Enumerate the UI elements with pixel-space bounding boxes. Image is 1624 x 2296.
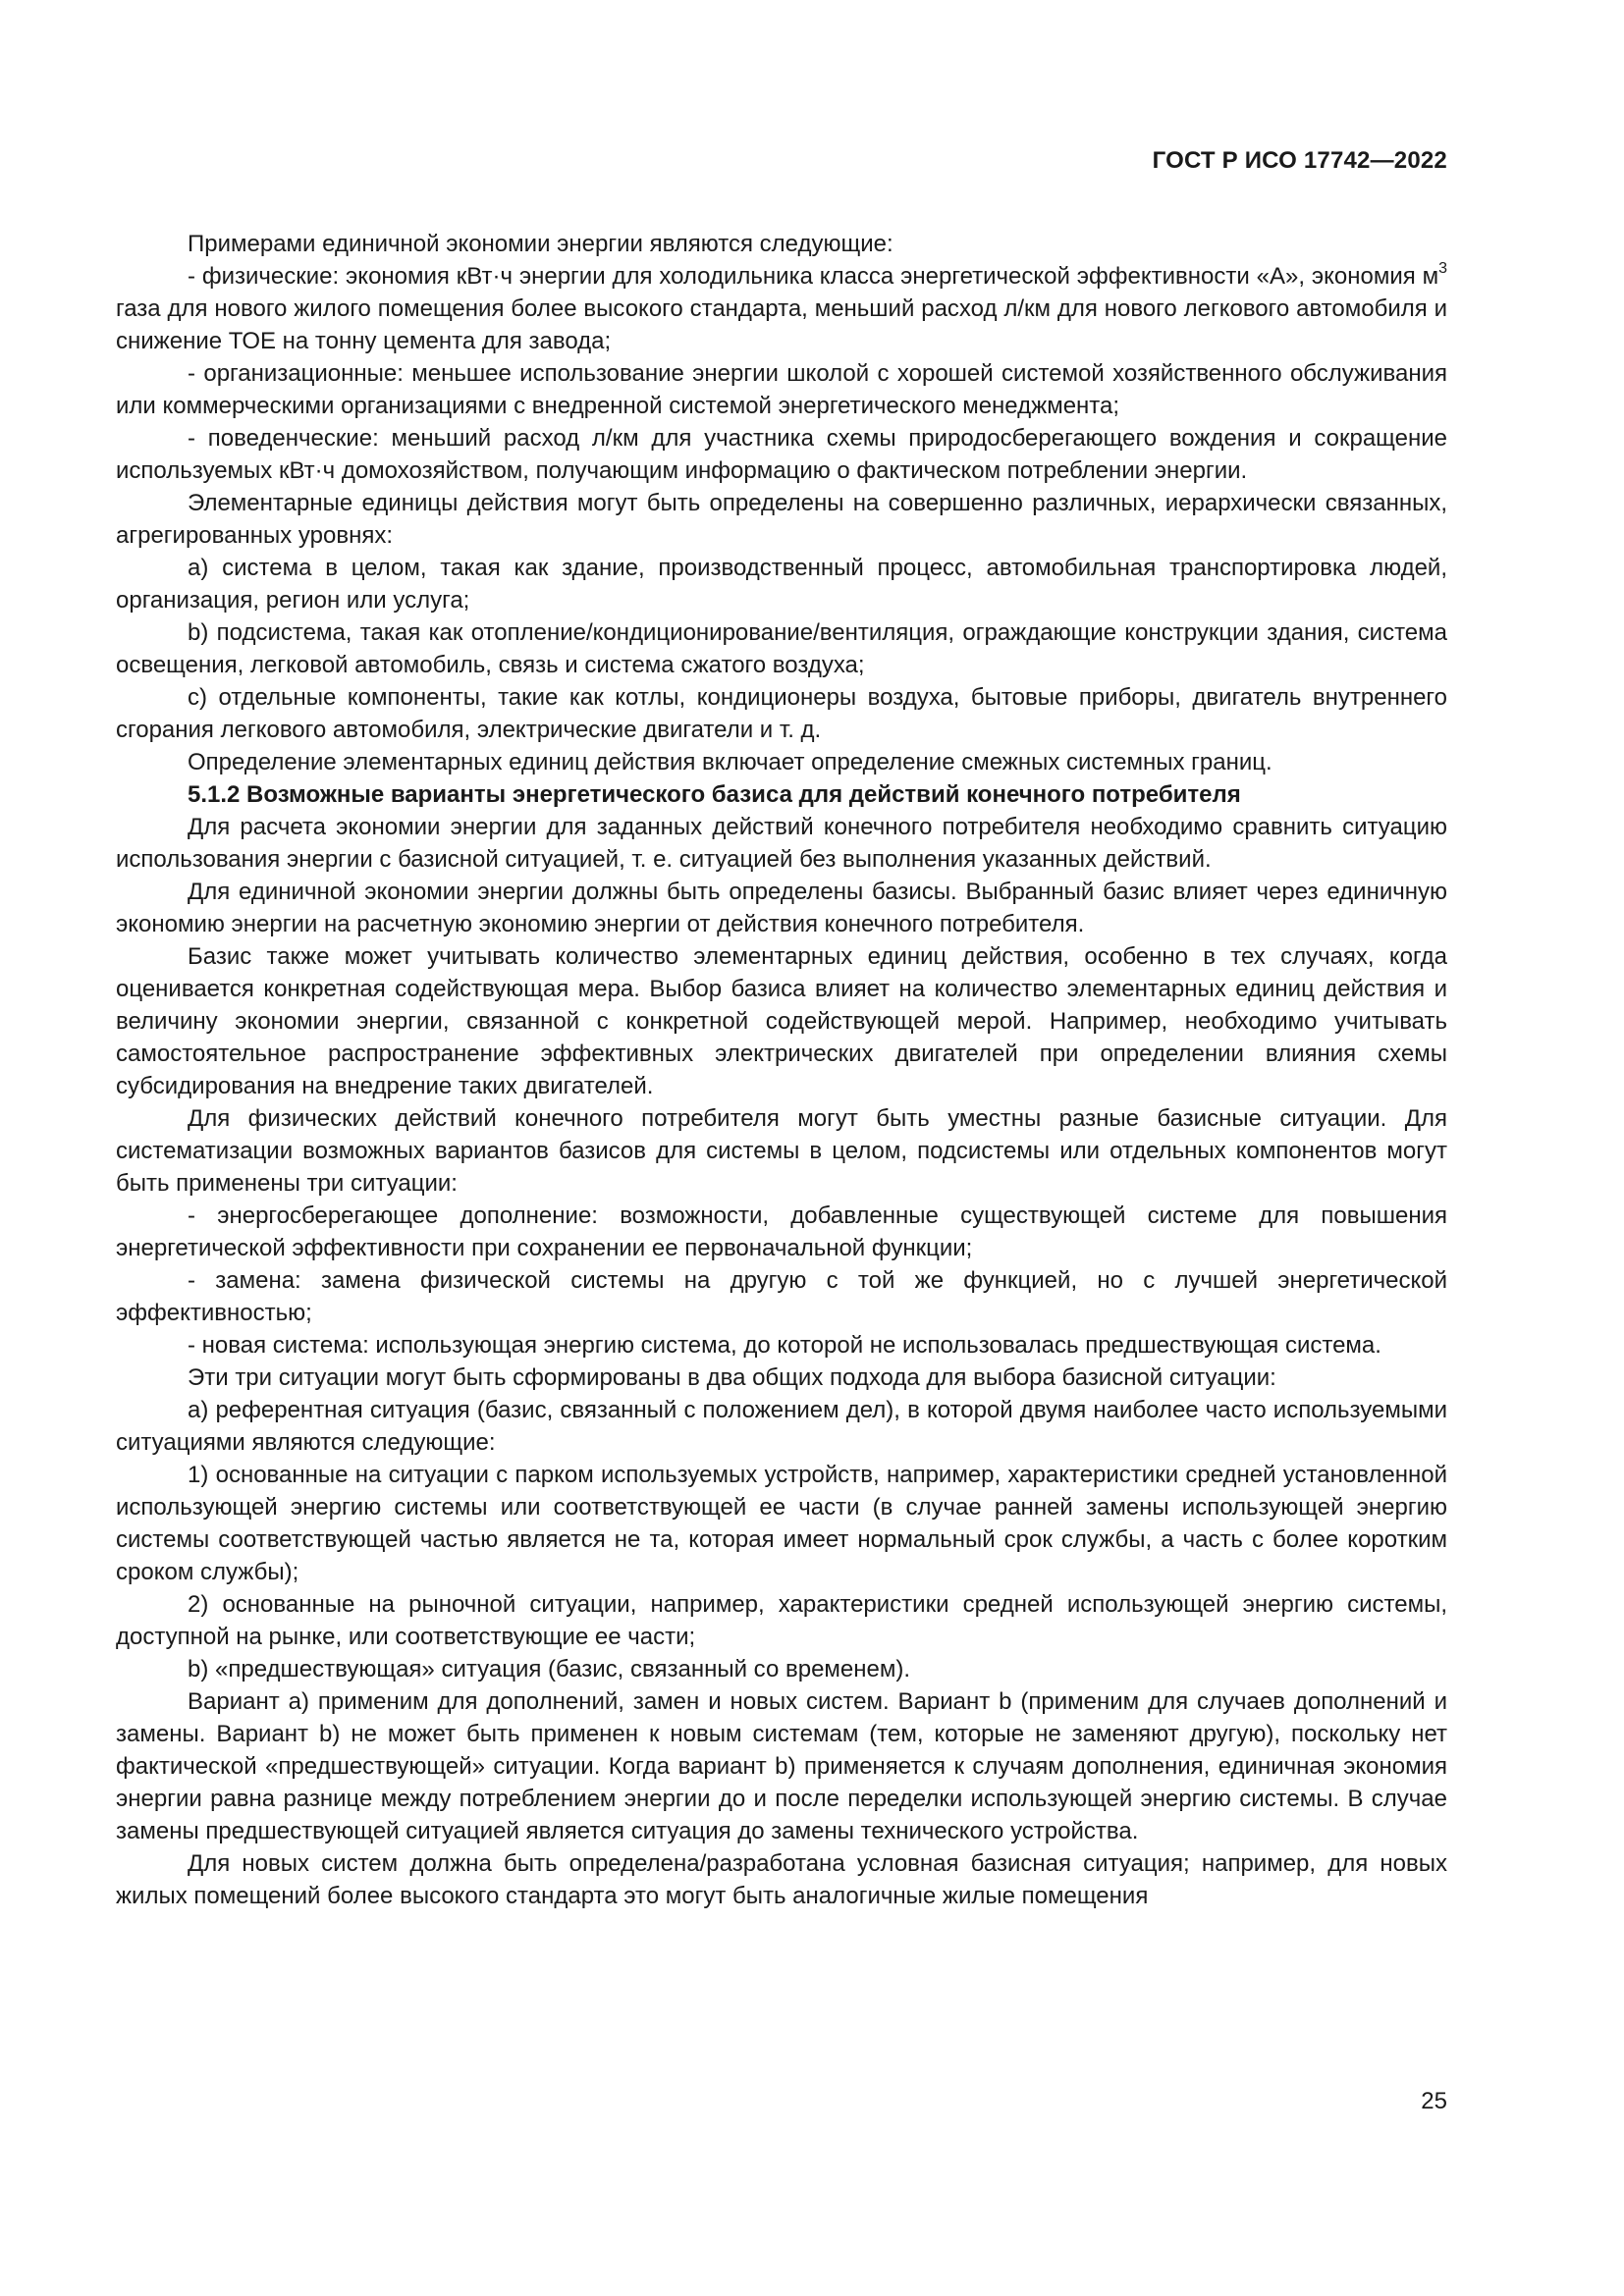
paragraph: - энергосберегающее дополнение: возможности, добавленные существующей системе для повышения энергетической эффективности при сохранении ее первоначальной функции; — [116, 1202, 1447, 1261]
superscript: 3 — [1438, 260, 1447, 277]
paragraph: Примерами единичной экономии энергии являются следующие: — [188, 231, 893, 257]
paragraph: Элементарные единицы действия могут быть определены на совершенно различных, иерархически связанных, агрегированных уровнях: — [116, 490, 1447, 549]
paragraph: Эти три ситуации могут быть сформированы в два общих подхода для выбора базисной ситуации: — [188, 1364, 1276, 1391]
paragraph: b) подсистема, такая как отопление/кондиционирование/вентиляция, ограждающие конструкции здания, система освещения, легковой автомобиль, связь и система сжатого воздуха; — [116, 619, 1447, 678]
paragraph: Для физических действий конечного потребителя могут быть уместны разные базисные ситуации. Для систематизации возможных вариантов базисов для системы в целом, подсистемы или отдельных компонентов могут быть применены три ситуации: — [116, 1105, 1447, 1197]
paragraph: Для расчета экономии энергии для заданных действий конечного потребителя необходимо сравнить ситуацию использования энергии с базисной ситуацией, т. е. ситуацией без выполнения указанных действий. — [116, 814, 1447, 873]
paragraph: Для единичной экономии энергии должны быть определены базисы. Выбранный базис влияет через единичную экономию энергии на расчетную экономию энергии от действия конечного потребителя. — [116, 879, 1447, 937]
paragraph-text: газа для нового жилого помещения более высокого стандарта, меньший расход л/км для нового легкового автомобиля и снижение ТОЕ на тонну цемента для завода; — [116, 295, 1447, 354]
paragraph: 2) основанные на рыночной ситуации, например, характеристики средней использующей энергию системы, доступной на рынке, или соответствующие ее части; — [116, 1591, 1447, 1650]
paragraph: a) система в целом, такая как здание, производственный процесс, автомобильная транспортировка людей, организация, регион или услуга; — [116, 555, 1447, 614]
paragraph: Базис также может учитывать количество элементарных единиц действия, особенно в тех случаях, когда оценивается конкретная содействующая мера. Выбор базиса влияет на количество элементарных единиц действия и величину экономии энергии, связанной с конкретной содействующей мерой. Например, необходимо учитывать самостоятельное распространение эффективных электрических двигателей при определении влияния схемы субсидирования на внедрение таких двигателей. — [116, 943, 1447, 1099]
paragraph: 1) основанные на ситуации с парком используемых устройств, например, характеристики средней установленной использующей энергию системы или соответствующей ее части (в случае ранней замены использующей энергию системы соответствующей частью является не та, которая имеет нормальный срок службы, а часть с более коротким сроком службы); — [116, 1462, 1447, 1585]
section-heading: 5.1.2 Возможные варианты энергетического базиса для действий конечного потребителя — [188, 781, 1241, 808]
paragraph: Вариант a) применим для дополнений, замен и новых систем. Вариант b (применим для случаев дополнений и замены. Вариант b) не может быть применен к новым системам (тем, которые не заменяют другую), поскольку нет фактической «предшествующей» ситуации. Когда вариант b) применяется к случаям дополнения, единичная экономия энергии равна разнице между потреблением энергии до и после переделки использующей энергию системы. В случае замены предшествующей ситуацией является ситуация до замены технического устройства. — [116, 1688, 1447, 1844]
document-header: ГОСТ Р ИСО 17742—2022 — [1152, 147, 1447, 174]
paragraph: - поведенческие: меньший расход л/км для участника схемы природосберегающего вождения и сокращение используемых кВт·ч домохозяйством, получающим информацию о фактическом потреблении энергии. — [116, 425, 1447, 484]
page-body — [116, 228, 1447, 1912]
paragraph: a) референтная ситуация (базис, связанный с положением дел), в которой двумя наиболее часто используемыми ситуациями являются следующие: — [116, 1397, 1447, 1456]
paragraph: c) отдельные компоненты, такие как котлы, кондиционеры воздуха, бытовые приборы, двигатель внутреннего сгорания легкового автомобиля, электрические двигатели и т. д. — [116, 684, 1447, 743]
paragraph: Для новых систем должна быть определена/разработана условная базисная ситуация; например, для новых жилых помещений более высокого стандарта это могут быть аналогичные жилые помещения — [116, 1850, 1447, 1909]
paragraph: b) «предшествующая» ситуация (базис, связанный со временем). — [188, 1656, 911, 1682]
paragraph: Определение элементарных единиц действия включает определение смежных системных границ. — [188, 749, 1272, 775]
paragraph: - новая система: использующая энергию система, до которой не использовалась предшествующая система. — [188, 1332, 1381, 1359]
paragraph-text: - физические: экономия кВт·ч энергии для холодильника класса энергетической эффективности «А», экономия м — [188, 263, 1439, 290]
page-number: 25 — [1421, 2088, 1447, 2114]
paragraph: - организационные: меньшее использование энергии школой с хорошей системой хозяйственного обслуживания или коммерческими организациями с внедренной системой энергетического менеджмента; — [116, 360, 1447, 419]
paragraph — [116, 260, 1447, 357]
paragraph: - замена: замена физической системы на другую с той же функцией, но с лучшей энергетической эффективностью; — [116, 1267, 1447, 1326]
